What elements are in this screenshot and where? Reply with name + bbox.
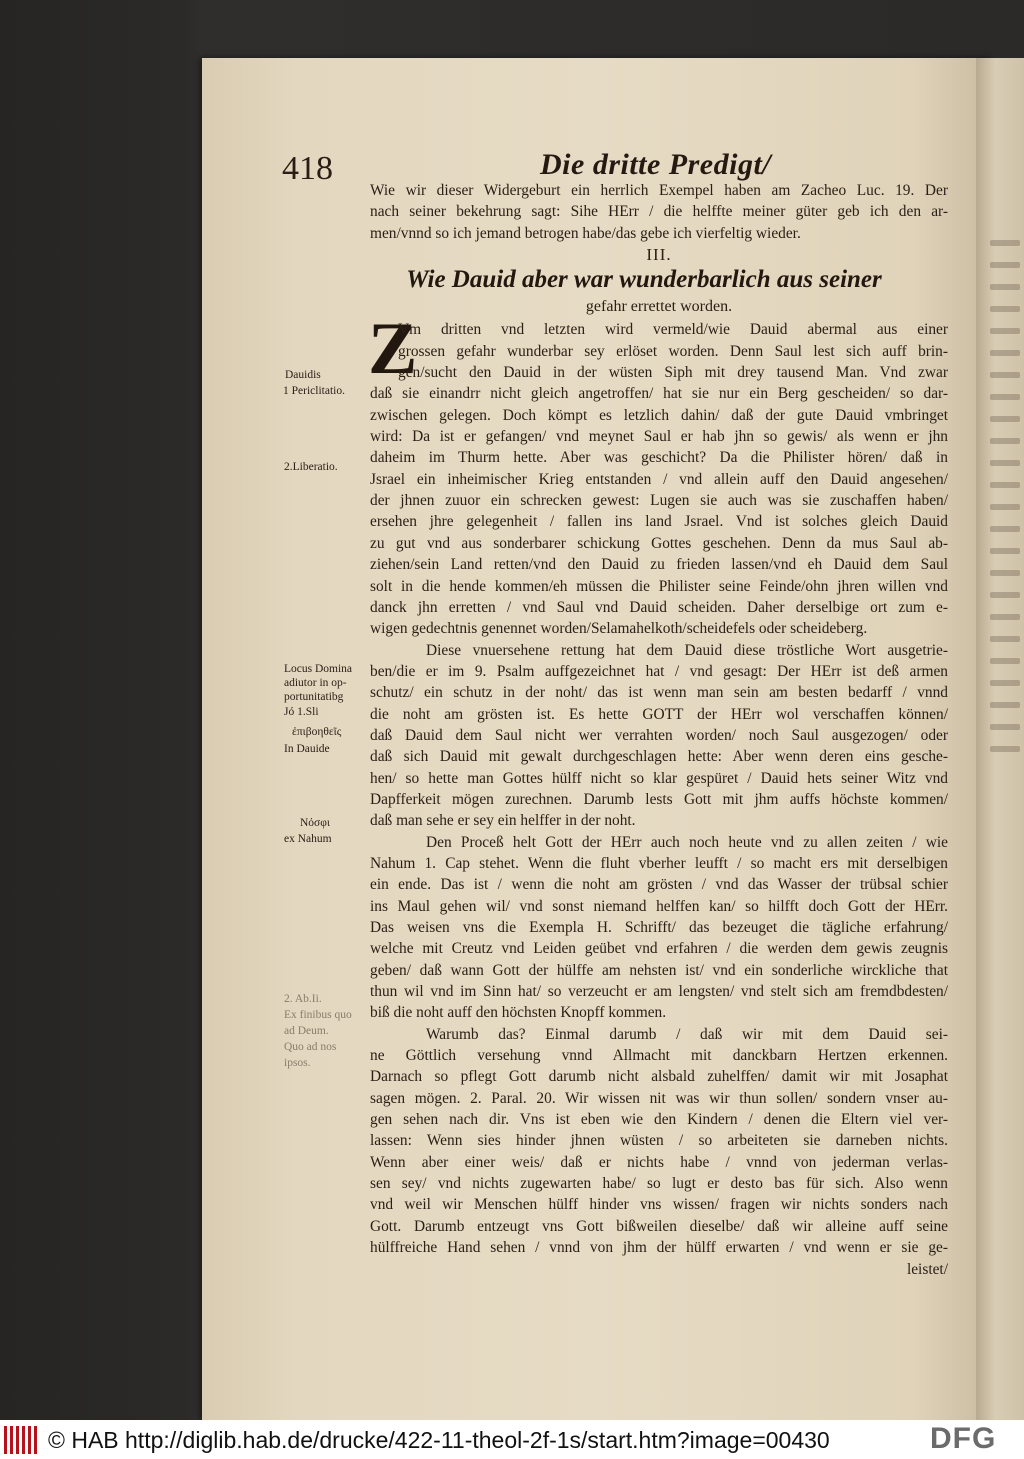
body-line: geben/ daß wann Gott der hülffe am nehsten ist/ vnd ein sonderliche wirckliche that bbox=[370, 961, 948, 979]
body-line: daß sich Dauid mit gewalt durchgeschlagen hette: Aber wenn deren eins gesche- bbox=[370, 748, 948, 766]
drop-cap: Z bbox=[368, 308, 418, 390]
body-line: ersehen jhre gelegenheit / fallen ins land Jsrael. Vnd ist solches gleich Dauid bbox=[370, 513, 948, 531]
body-line: Diese vnuersehene rettung hat dem Dauid diese tröstliche Wort ausgetrie- bbox=[426, 641, 948, 659]
body-line: wigen gedechtnis genennet worden/Selamahelkoth/scheidefels oder scheideberg. bbox=[370, 620, 868, 638]
body-line: daheim im Thurm hette. Aber was geschicht? Da die Philister hören/ daß in bbox=[370, 449, 948, 467]
body-line: die noht am grösten ist. Es hette GOTT der HErr wol verschaffen können/ bbox=[370, 705, 948, 723]
body-line: Gott. Darumb entzeugt vns Gott bißweilen dieselbe/ daß wir alleine auff seine bbox=[370, 1217, 948, 1235]
body-line: Vm dritten vnd letzten wird vermeld/wie Dauid abermal aus einer bbox=[398, 321, 948, 339]
body-line: Warumb das? Einmal darumb / daß wir mit dem Dauid sei- bbox=[426, 1025, 948, 1043]
margin-note: 1 Periclitatio. bbox=[283, 385, 345, 397]
body-line: Jsrael ein inheimischer Krieg entstanden / vnd allein auff den Dauid angesehen/ bbox=[370, 470, 948, 488]
body-line: schutz/ ein schutz in der noht/ das ist wenn man sein am besten bedarff / vnnd bbox=[370, 684, 948, 702]
body-line: ben/die er im 9. Psalm auffgezeichnet hat / vnd gesagt: Der HErr ist deß armen bbox=[370, 662, 948, 680]
margin-note: Locus Domina bbox=[284, 663, 353, 675]
body-line: daß Dauid dem Saul nicht wer verrahten worden/ noch Saul ausgezogen/ oder bbox=[370, 726, 948, 744]
body-line: hen/ so hette man Gottes hülff nicht so klar gespüret / Dauid hets seiner Witz vnd bbox=[370, 769, 948, 787]
body-line: Wenn aber einer weis/ daß er nichts habe / vnnd von jederman verlas- bbox=[370, 1153, 948, 1171]
margin-note: Jó 1.Sli bbox=[284, 706, 319, 718]
body-line: ein ende. Das ist / wenn die noht am grösten / vnd das Wasser der trübsal schier bbox=[370, 876, 948, 894]
margin-note: portunitatibg bbox=[284, 691, 344, 703]
margin-note: 2.Liberatio. bbox=[284, 461, 338, 473]
footer-url-link[interactable]: © HAB http://diglib.hab.de/drucke/422-11-theol-2f-1s/start.htm?image=00430 bbox=[48, 1427, 830, 1453]
hab-logo-icon bbox=[4, 1426, 40, 1454]
margin-note: Quo ad nos bbox=[284, 1041, 337, 1053]
body-line: der jhnen zuuor ein schrecken gewest: Lugen sie auch was sie zuschaffen haben/ bbox=[370, 492, 948, 510]
section-heading: Wie Dauid aber war wunderbarlich aus seiner bbox=[406, 266, 882, 294]
catchword: leistet/ bbox=[906, 1260, 948, 1278]
intro-line: nach seiner bekehrung sagt: Sihe HErr / die helffte meiner güter geb ich den ar- bbox=[370, 203, 948, 221]
body-line: Darnach so pflegt Gott darumb nicht alsbald zuhelffen/ damit wir mit Josaphat bbox=[370, 1068, 948, 1086]
body-line: grossen gefahr wunderbar sey erlöset worden. Denn Saul lest sich auff brin- bbox=[398, 342, 948, 360]
body-line: hülffreiche Hand sehen / vnnd von jhm der hülff erwarten / vnd wenn er sie ge- bbox=[370, 1239, 948, 1257]
body-line: gen/sucht den Dauid in der wüsten Siph mit drey tausend Man. Vnd zwar bbox=[398, 364, 948, 382]
margin-note: ἐπιβοηθεῖς bbox=[292, 726, 342, 738]
body-line: Das weisen vns die Exempla H. Schrifft/ das bezeuget die tägliche erfahrung/ bbox=[370, 919, 948, 936]
margin-note: adiutor in op- bbox=[284, 677, 347, 689]
body-line: Den Proceß helt Gott der HErr auch noch heute vnd zu allen zeiten / wie bbox=[426, 833, 948, 851]
margin-note: Dauidis bbox=[285, 369, 321, 381]
body-line: welche mit Creutz vnd Leiden geübet vnd erfahren / die werden dem gewis zeugnis bbox=[370, 940, 948, 958]
margin-note: ex Nahum bbox=[284, 833, 332, 845]
margin-note: ad Deum. bbox=[284, 1025, 329, 1037]
section-subheading: gefahr errettet worden. bbox=[585, 298, 733, 316]
dfg-logo: DFG bbox=[930, 1422, 997, 1455]
body-line: ziehen/sein Land retten/vnd den Dauid zu frieden lassen/vnd eh Dauid dem Saul bbox=[370, 556, 948, 574]
section-number: III. bbox=[646, 245, 672, 265]
page-number: 418 bbox=[282, 150, 333, 187]
body-line: ne Göttlich versehung vnnd Allmacht mit danckbarn Hertzen erkennen. bbox=[370, 1047, 948, 1065]
body-line: zwischen gelegen. Doch kömpt es letzlich dahin/ daß der gute Dauid vmbringet bbox=[370, 406, 948, 424]
body-line: zu gut vnd aus sonderbarer schickung Gottes geschehen. Denn da mus Saul ab- bbox=[370, 534, 948, 552]
intro-line: Wie wir dieser Widergeburt ein herrlich Exempel haben am Zacheo Luc. 19. Der bbox=[370, 182, 948, 199]
margin-note: Ex finibus quo bbox=[284, 1009, 352, 1021]
facing-page-text-shadow bbox=[990, 240, 1020, 768]
margin-note: In Dauide bbox=[284, 743, 330, 755]
body-line: daß sie einandrr nicht gleich angetroffen/ hat sie nur ein Berg gescheiden/ so dar- bbox=[370, 385, 948, 403]
body-line: solt in die hende kommen/eh müssen die Philister seine Feinde/ohn jhren willen vnd bbox=[370, 577, 948, 595]
body-line: lassen: Wenn sies hinder jhnen wüsten / so arbeiteten sie darneben nichts. bbox=[370, 1132, 948, 1150]
body-line: biß die noht auff den höchsten Knopff kommen. bbox=[370, 1004, 667, 1022]
body-line: gen sehen nach dir. Vns ist eben wie den Kindern / denen die Eltern viel ver- bbox=[370, 1111, 948, 1129]
body-line: sen sey/ vnd nichts zugewarten habe/ so lugt er desto bas für sich. Also wenn bbox=[370, 1175, 948, 1193]
body-line: Nahum 1. Cap stehet. Wenn die fluht vberher leufft / so macht ers mit derselbigen bbox=[370, 854, 948, 872]
running-title: Die dritte Predigt/ bbox=[540, 148, 772, 181]
body-line: wird: Da ist er gefangen/ vnd meynet Saul er hab jhn so gewis/ als wenn er jhn bbox=[370, 428, 948, 446]
body-line: daß man sehe er sey ein helffer in der noht. bbox=[370, 812, 636, 830]
body-line: thun wil vnd im Sinn hat/ so verzeucht er am lengsten/ vnd stelt sich am fremdbdesten/ bbox=[370, 983, 948, 1001]
margin-note: Νόσφι bbox=[300, 817, 330, 829]
margin-note: 2. Ab.Ii. bbox=[284, 993, 322, 1005]
margin-note: ipsos. bbox=[284, 1057, 311, 1069]
body-line: ins Maul gehen wil/ vnd sonst niemand helffen kan/ so hilfft doch Gott der HErr. bbox=[370, 897, 948, 915]
body-line: sagen mögen. 2. Paral. 20. Wir wissen nit was wir thun sollen/ sondern vnser au- bbox=[370, 1089, 948, 1107]
intro-line: men/vnnd so ich jemand betrogen habe/das gebe ich vierfeltig wieder. bbox=[370, 224, 801, 242]
body-line: vnd weil wir Menschen hülff hinder vns wissen/ fragen wir nichts sonders nach bbox=[370, 1196, 948, 1214]
text-block bbox=[370, 180, 948, 1280]
body-line: Dapfferkeit mögen zurechnen. Darumb lests Gott mit jhm auffs höchste kommen/ bbox=[370, 790, 948, 808]
body-line: danck jhn erretten / vnd Saul vnd Dauid scheiden. Daher derselbige ort zum e- bbox=[370, 598, 948, 616]
